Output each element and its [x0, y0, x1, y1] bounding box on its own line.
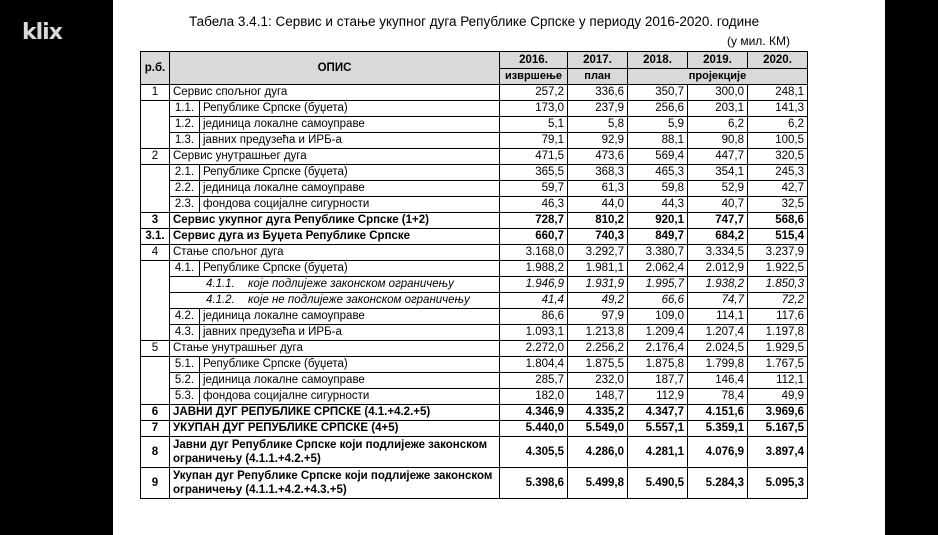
- value-cell: 300,0: [688, 85, 748, 101]
- row-label: јавних предузећа и ИРБ-а: [200, 325, 500, 341]
- value-cell: 2.062,4: [628, 261, 688, 277]
- header-year-2018: 2018.: [628, 52, 688, 69]
- table-row: [141, 213, 808, 229]
- table-row: [141, 373, 808, 389]
- value-cell: 1.767,5: [748, 357, 808, 373]
- table-row: [141, 389, 808, 405]
- table-row: [141, 197, 808, 213]
- value-cell: 5.490,5: [628, 468, 688, 499]
- value-cell: 112,1: [748, 373, 808, 389]
- table-row: [141, 405, 808, 421]
- header-year-2017: 2017.: [568, 52, 628, 69]
- value-cell: 5.499,8: [568, 468, 628, 499]
- value-cell: 2.176,4: [628, 341, 688, 357]
- value-cell: 4.151,6: [688, 405, 748, 421]
- value-cell: 4.346,9: [500, 405, 568, 421]
- value-cell: 2.024,5: [688, 341, 748, 357]
- row-label: Јавни дуг Републике Српске који подлијеже законском ограничењу (4.1.1.+4.2.+5): [170, 437, 500, 468]
- value-cell: 86,6: [500, 309, 568, 325]
- row-subnumber: 2.3.: [170, 197, 200, 213]
- value-cell: 285,7: [500, 373, 568, 389]
- value-cell: 44,0: [568, 197, 628, 213]
- row-number-empty: [141, 117, 170, 133]
- value-cell: 257,2: [500, 85, 568, 101]
- row-subnumber: 2.1.: [170, 165, 200, 181]
- row-number: 5: [141, 341, 170, 357]
- row-subnumber: 2.2.: [170, 181, 200, 197]
- table-row: [141, 117, 808, 133]
- table-row: [141, 325, 808, 341]
- table-row: [141, 293, 808, 309]
- row-number: 3: [141, 213, 170, 229]
- value-cell: 5.398,6: [500, 468, 568, 499]
- row-number-empty: [141, 133, 170, 149]
- value-cell: 2.012,9: [688, 261, 748, 277]
- value-cell: 79,1: [500, 133, 568, 149]
- value-cell: 350,7: [628, 85, 688, 101]
- row-label: Републике Српске (буџета): [200, 357, 500, 373]
- row-number-empty: [141, 293, 170, 309]
- table-row: [141, 277, 808, 293]
- row-label: које подлијеже законском ограничењу: [248, 278, 454, 290]
- row-number: 1: [141, 85, 170, 101]
- row-label: Укупан дуг Републике Српске који подлијеже законском ограничењу (4.1.1.+4.2.+4.3.+5): [170, 468, 500, 499]
- row-number-empty: [141, 165, 170, 181]
- value-cell: 3.334,5: [688, 245, 748, 261]
- value-cell: 1.995,7: [628, 277, 688, 293]
- table-row: [141, 229, 808, 245]
- value-cell: 112,9: [628, 389, 688, 405]
- row-label: јединица локалне самоуправе: [200, 373, 500, 389]
- row-label-nested: [170, 293, 500, 309]
- row-label: јединица локалне самоуправе: [200, 181, 500, 197]
- header-year-2019: 2019.: [688, 52, 748, 69]
- value-cell: 1.988,2: [500, 261, 568, 277]
- table-row: [141, 85, 808, 101]
- value-cell: 78,4: [688, 389, 748, 405]
- value-cell: 1.922,5: [748, 261, 808, 277]
- value-cell: 59,7: [500, 181, 568, 197]
- header-sub-plan: план: [568, 69, 628, 85]
- value-cell: 1.207,4: [688, 325, 748, 341]
- table-row: [141, 341, 808, 357]
- row-label: јединица локалне самоуправе: [200, 309, 500, 325]
- value-cell: 569,4: [628, 149, 688, 165]
- debt-table: [140, 51, 808, 499]
- value-cell: 515,4: [748, 229, 808, 245]
- value-cell: 4.076,9: [688, 437, 748, 468]
- value-cell: 810,2: [568, 213, 628, 229]
- value-cell: 1.209,4: [628, 325, 688, 341]
- value-cell: 365,5: [500, 165, 568, 181]
- value-cell: 4.281,1: [628, 437, 688, 468]
- value-cell: 100,5: [748, 133, 808, 149]
- value-cell: 97,9: [568, 309, 628, 325]
- value-cell: 740,3: [568, 229, 628, 245]
- value-cell: 747,7: [688, 213, 748, 229]
- row-label: Републике Српске (буџета): [200, 101, 500, 117]
- value-cell: 2.256,2: [568, 341, 628, 357]
- row-number-empty: [141, 325, 170, 341]
- row-number-empty: [141, 181, 170, 197]
- row-label: које не подлијеже законском ограничењу: [248, 294, 470, 306]
- row-number-empty: [141, 101, 170, 117]
- value-cell: 1.929,5: [748, 341, 808, 357]
- row-number-empty: [141, 373, 170, 389]
- value-cell: 3.168,0: [500, 245, 568, 261]
- value-cell: 4.347,7: [628, 405, 688, 421]
- value-cell: 5.359,1: [688, 421, 748, 437]
- value-cell: 5.440,0: [500, 421, 568, 437]
- row-label: Стање унутрашњег дуга: [170, 341, 500, 357]
- value-cell: 187,7: [628, 373, 688, 389]
- value-cell: 40,7: [688, 197, 748, 213]
- row-number-empty: [141, 389, 170, 405]
- value-cell: 660,7: [500, 229, 568, 245]
- value-cell: 203,1: [688, 101, 748, 117]
- table-row: [141, 149, 808, 165]
- value-cell: 465,3: [628, 165, 688, 181]
- table-body: [141, 85, 808, 499]
- value-cell: 41,4: [500, 293, 568, 309]
- row-label: јединица локалне самоуправе: [200, 117, 500, 133]
- table-row: [141, 133, 808, 149]
- value-cell: 5.167,5: [748, 421, 808, 437]
- value-cell: 684,2: [688, 229, 748, 245]
- value-cell: 447,7: [688, 149, 748, 165]
- row-subnumber: 5.3.: [170, 389, 200, 405]
- value-cell: 49,9: [748, 389, 808, 405]
- row-number: 9: [141, 468, 170, 499]
- value-cell: 148,7: [568, 389, 628, 405]
- value-cell: 320,5: [748, 149, 808, 165]
- row-label: Стање спољног дуга: [170, 245, 500, 261]
- value-cell: 1.799,8: [688, 357, 748, 373]
- table-row: [141, 357, 808, 373]
- row-label-nested: [170, 277, 500, 293]
- table-title: Табела 3.4.1: Сервис и стање укупног дуга Републике Српске у периоду 2016-2020. године: [189, 14, 760, 29]
- table-row: [141, 181, 808, 197]
- value-cell: 920,1: [628, 213, 688, 229]
- header-sub-execution: извршење: [500, 69, 568, 85]
- row-label: фондова социјалне сигурности: [200, 197, 500, 213]
- table-row: [141, 165, 808, 181]
- value-cell: 6,2: [748, 117, 808, 133]
- value-cell: 46,3: [500, 197, 568, 213]
- row-subnumber: 1.2.: [170, 117, 200, 133]
- header-year-2016: 2016.: [500, 52, 568, 69]
- value-cell: 173,0: [500, 101, 568, 117]
- value-cell: 3.897,4: [748, 437, 808, 468]
- value-cell: 52,9: [688, 181, 748, 197]
- value-cell: 368,3: [568, 165, 628, 181]
- row-number: 7: [141, 421, 170, 437]
- value-cell: 49,2: [568, 293, 628, 309]
- value-cell: 92,9: [568, 133, 628, 149]
- value-cell: 473,6: [568, 149, 628, 165]
- value-cell: 1.875,5: [568, 357, 628, 373]
- value-cell: 44,3: [628, 197, 688, 213]
- table-row: [141, 421, 808, 437]
- value-cell: 88,1: [628, 133, 688, 149]
- row-label: ЈАВНИ ДУГ РЕПУБЛИКЕ СРПСКЕ (4.1.+4.2.+5): [170, 405, 500, 421]
- row-number-empty: [141, 277, 170, 293]
- row-label: Републике Српске (буџета): [200, 165, 500, 181]
- value-cell: 59,8: [628, 181, 688, 197]
- header-opis: ОПИС: [170, 52, 500, 85]
- row-subnumber: 1.1.: [170, 101, 200, 117]
- table-row: [141, 101, 808, 117]
- table-row: [141, 437, 808, 468]
- value-cell: 1.213,8: [568, 325, 628, 341]
- row-label: Сервис спољног дуга: [170, 85, 500, 101]
- value-cell: 354,1: [688, 165, 748, 181]
- row-label: УКУПАН ДУГ РЕПУБЛИКЕ СРПСКЕ (4+5): [170, 421, 500, 437]
- value-cell: 4.335,2: [568, 405, 628, 421]
- row-label: јавних предузећа и ИРБ-а: [200, 133, 500, 149]
- value-cell: 1.197,8: [748, 325, 808, 341]
- value-cell: 849,7: [628, 229, 688, 245]
- value-cell: 74,7: [688, 293, 748, 309]
- value-cell: 1.938,2: [688, 277, 748, 293]
- value-cell: 245,3: [748, 165, 808, 181]
- value-cell: 1.931,9: [568, 277, 628, 293]
- value-cell: 141,3: [748, 101, 808, 117]
- row-subnumber: 5.2.: [170, 373, 200, 389]
- value-cell: 3.292,7: [568, 245, 628, 261]
- row-subnumber: 4.3.: [170, 325, 200, 341]
- value-cell: 237,9: [568, 101, 628, 117]
- table-row: [141, 245, 808, 261]
- value-cell: 248,1: [748, 85, 808, 101]
- value-cell: 1.850,3: [748, 277, 808, 293]
- value-cell: 256,6: [628, 101, 688, 117]
- row-label: Сервис унутрашњег дуга: [170, 149, 500, 165]
- value-cell: 4.286,0: [568, 437, 628, 468]
- value-cell: 471,5: [500, 149, 568, 165]
- value-cell: 72,2: [748, 293, 808, 309]
- value-cell: 1.981,1: [568, 261, 628, 277]
- row-subnumber: 4.1.: [170, 261, 200, 277]
- row-subnumber: 1.3.: [170, 133, 200, 149]
- watermark-logo: klix: [22, 20, 62, 45]
- table-row: [141, 468, 808, 499]
- value-cell: 1.093,1: [500, 325, 568, 341]
- row-number-empty: [141, 357, 170, 373]
- value-cell: 2.272,0: [500, 341, 568, 357]
- row-label: фондова социјалне сигурности: [200, 389, 500, 405]
- row-number: 6: [141, 405, 170, 421]
- row-label: Сервис укупног дуга Републике Српске (1+2): [170, 213, 500, 229]
- value-cell: 109,0: [628, 309, 688, 325]
- row-subsubnumber: 4.1.1.: [206, 278, 235, 290]
- header-sub-projections: пројекције: [628, 69, 808, 85]
- value-cell: 336,6: [568, 85, 628, 101]
- unit-note: (у мил. КМ): [727, 34, 790, 48]
- value-cell: 3.237,9: [748, 245, 808, 261]
- value-cell: 3.969,6: [748, 405, 808, 421]
- value-cell: 5.549,0: [568, 421, 628, 437]
- value-cell: 182,0: [500, 389, 568, 405]
- value-cell: 5.557,1: [628, 421, 688, 437]
- value-cell: 1.804,4: [500, 357, 568, 373]
- value-cell: 66,6: [628, 293, 688, 309]
- header-year-2020: 2020.: [748, 52, 808, 69]
- value-cell: 4.305,5: [500, 437, 568, 468]
- table-row: [141, 309, 808, 325]
- row-number: 8: [141, 437, 170, 468]
- value-cell: 146,4: [688, 373, 748, 389]
- value-cell: 568,6: [748, 213, 808, 229]
- value-cell: 42,7: [748, 181, 808, 197]
- row-number: 3.1.: [141, 229, 170, 245]
- value-cell: 3.380,7: [628, 245, 688, 261]
- row-label: Републике Српске (буџета): [200, 261, 500, 277]
- row-number: 2: [141, 149, 170, 165]
- value-cell: 6,2: [688, 117, 748, 133]
- value-cell: 5,8: [568, 117, 628, 133]
- row-label: Сервис дуга из Буџета Републике Српске: [170, 229, 500, 245]
- value-cell: 5.095,3: [748, 468, 808, 499]
- row-number: 4: [141, 245, 170, 261]
- value-cell: 5.284,3: [688, 468, 748, 499]
- row-subnumber: 4.2.: [170, 309, 200, 325]
- row-subnumber: 5.1.: [170, 357, 200, 373]
- value-cell: 114,1: [688, 309, 748, 325]
- row-number-empty: [141, 309, 170, 325]
- value-cell: 32,5: [748, 197, 808, 213]
- value-cell: 1.946,9: [500, 277, 568, 293]
- value-cell: 1.875,8: [628, 357, 688, 373]
- value-cell: 90,8: [688, 133, 748, 149]
- value-cell: 5,1: [500, 117, 568, 133]
- table-row: [141, 261, 808, 277]
- value-cell: 5,9: [628, 117, 688, 133]
- value-cell: 117,6: [748, 309, 808, 325]
- value-cell: 728,7: [500, 213, 568, 229]
- header-rb: р.б.: [141, 52, 170, 85]
- value-cell: 61,3: [568, 181, 628, 197]
- value-cell: 232,0: [568, 373, 628, 389]
- row-number-empty: [141, 261, 170, 277]
- row-subsubnumber: 4.1.2.: [206, 294, 235, 306]
- row-number-empty: [141, 197, 170, 213]
